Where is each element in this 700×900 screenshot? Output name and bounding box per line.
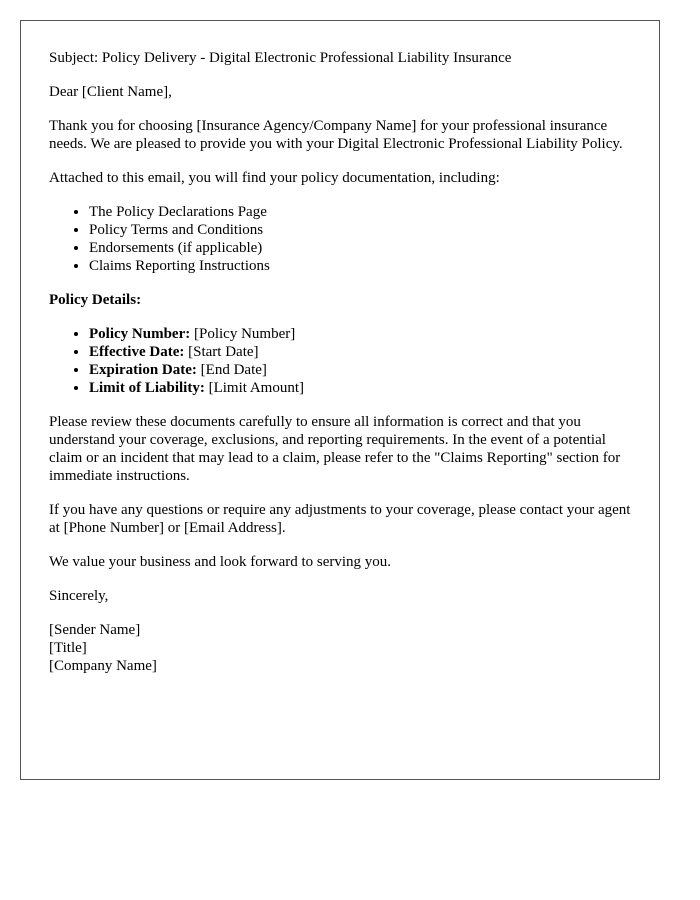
detail-label: Expiration Date: [89, 362, 197, 378]
detail-label: Policy Number: [89, 326, 191, 342]
review-paragraph: Please review these documents carefully to ensure all information is correct and that you understand your coverage, exclusions, and reporting requirements. In the event of a potential claim or an incident that may lead to a claim, please refer to the "Claims Reporting" section for immediate instructions. [49, 414, 621, 484]
letter-document [20, 20, 660, 780]
attachments-list [49, 203, 631, 275]
list-item: • Endorsements (if applicable) [89, 239, 631, 257]
closing-note: We value your business and look forward to serving you. [49, 554, 392, 570]
detail-policy-number [89, 325, 631, 343]
sender-company: [Company Name] [49, 658, 157, 674]
signoff: Sincerely, [49, 588, 109, 604]
detail-value: [End Date] [196, 362, 267, 378]
list-item: • The Policy Declarations Page [89, 203, 631, 221]
detail-limit-of-liability [89, 379, 631, 397]
detail-value: [Policy Number] [190, 326, 296, 342]
detail-effective-date [89, 343, 631, 361]
questions-paragraph: If you have any questions or require any adjustments to your coverage, please contact your agent at [Phone Number] or [Email Address]. [49, 502, 631, 536]
detail-value: [Limit Amount] [204, 380, 305, 396]
sender-name: [Sender Name] [49, 622, 141, 638]
detail-label: Effective Date: [89, 344, 185, 360]
detail-label: Limit of Liability: [89, 380, 205, 396]
salutation: Dear [Client Name], [49, 84, 172, 100]
list-item: • Policy Terms and Conditions [89, 221, 631, 239]
subject-line: Subject: Policy Delivery - Digital Electronic Professional Liability Insurance [49, 50, 512, 66]
intro-paragraph: Thank you for choosing [Insurance Agency/Company Name] for your professional insurance needs. We are pleased to provide you with your Digital Electronic Professional Liability Policy. [49, 118, 623, 152]
signature-block [49, 621, 631, 675]
attachments-intro: Attached to this email, you will find your policy documentation, including: [49, 170, 500, 186]
policy-details-list [49, 325, 631, 397]
details-heading-text: Policy Details: [49, 292, 142, 308]
detail-expiration-date [89, 361, 631, 379]
details-heading [49, 291, 631, 309]
sender-title: [Title] [49, 640, 87, 656]
detail-value: [Start Date] [184, 344, 259, 360]
list-item: • Claims Reporting Instructions [89, 257, 631, 275]
